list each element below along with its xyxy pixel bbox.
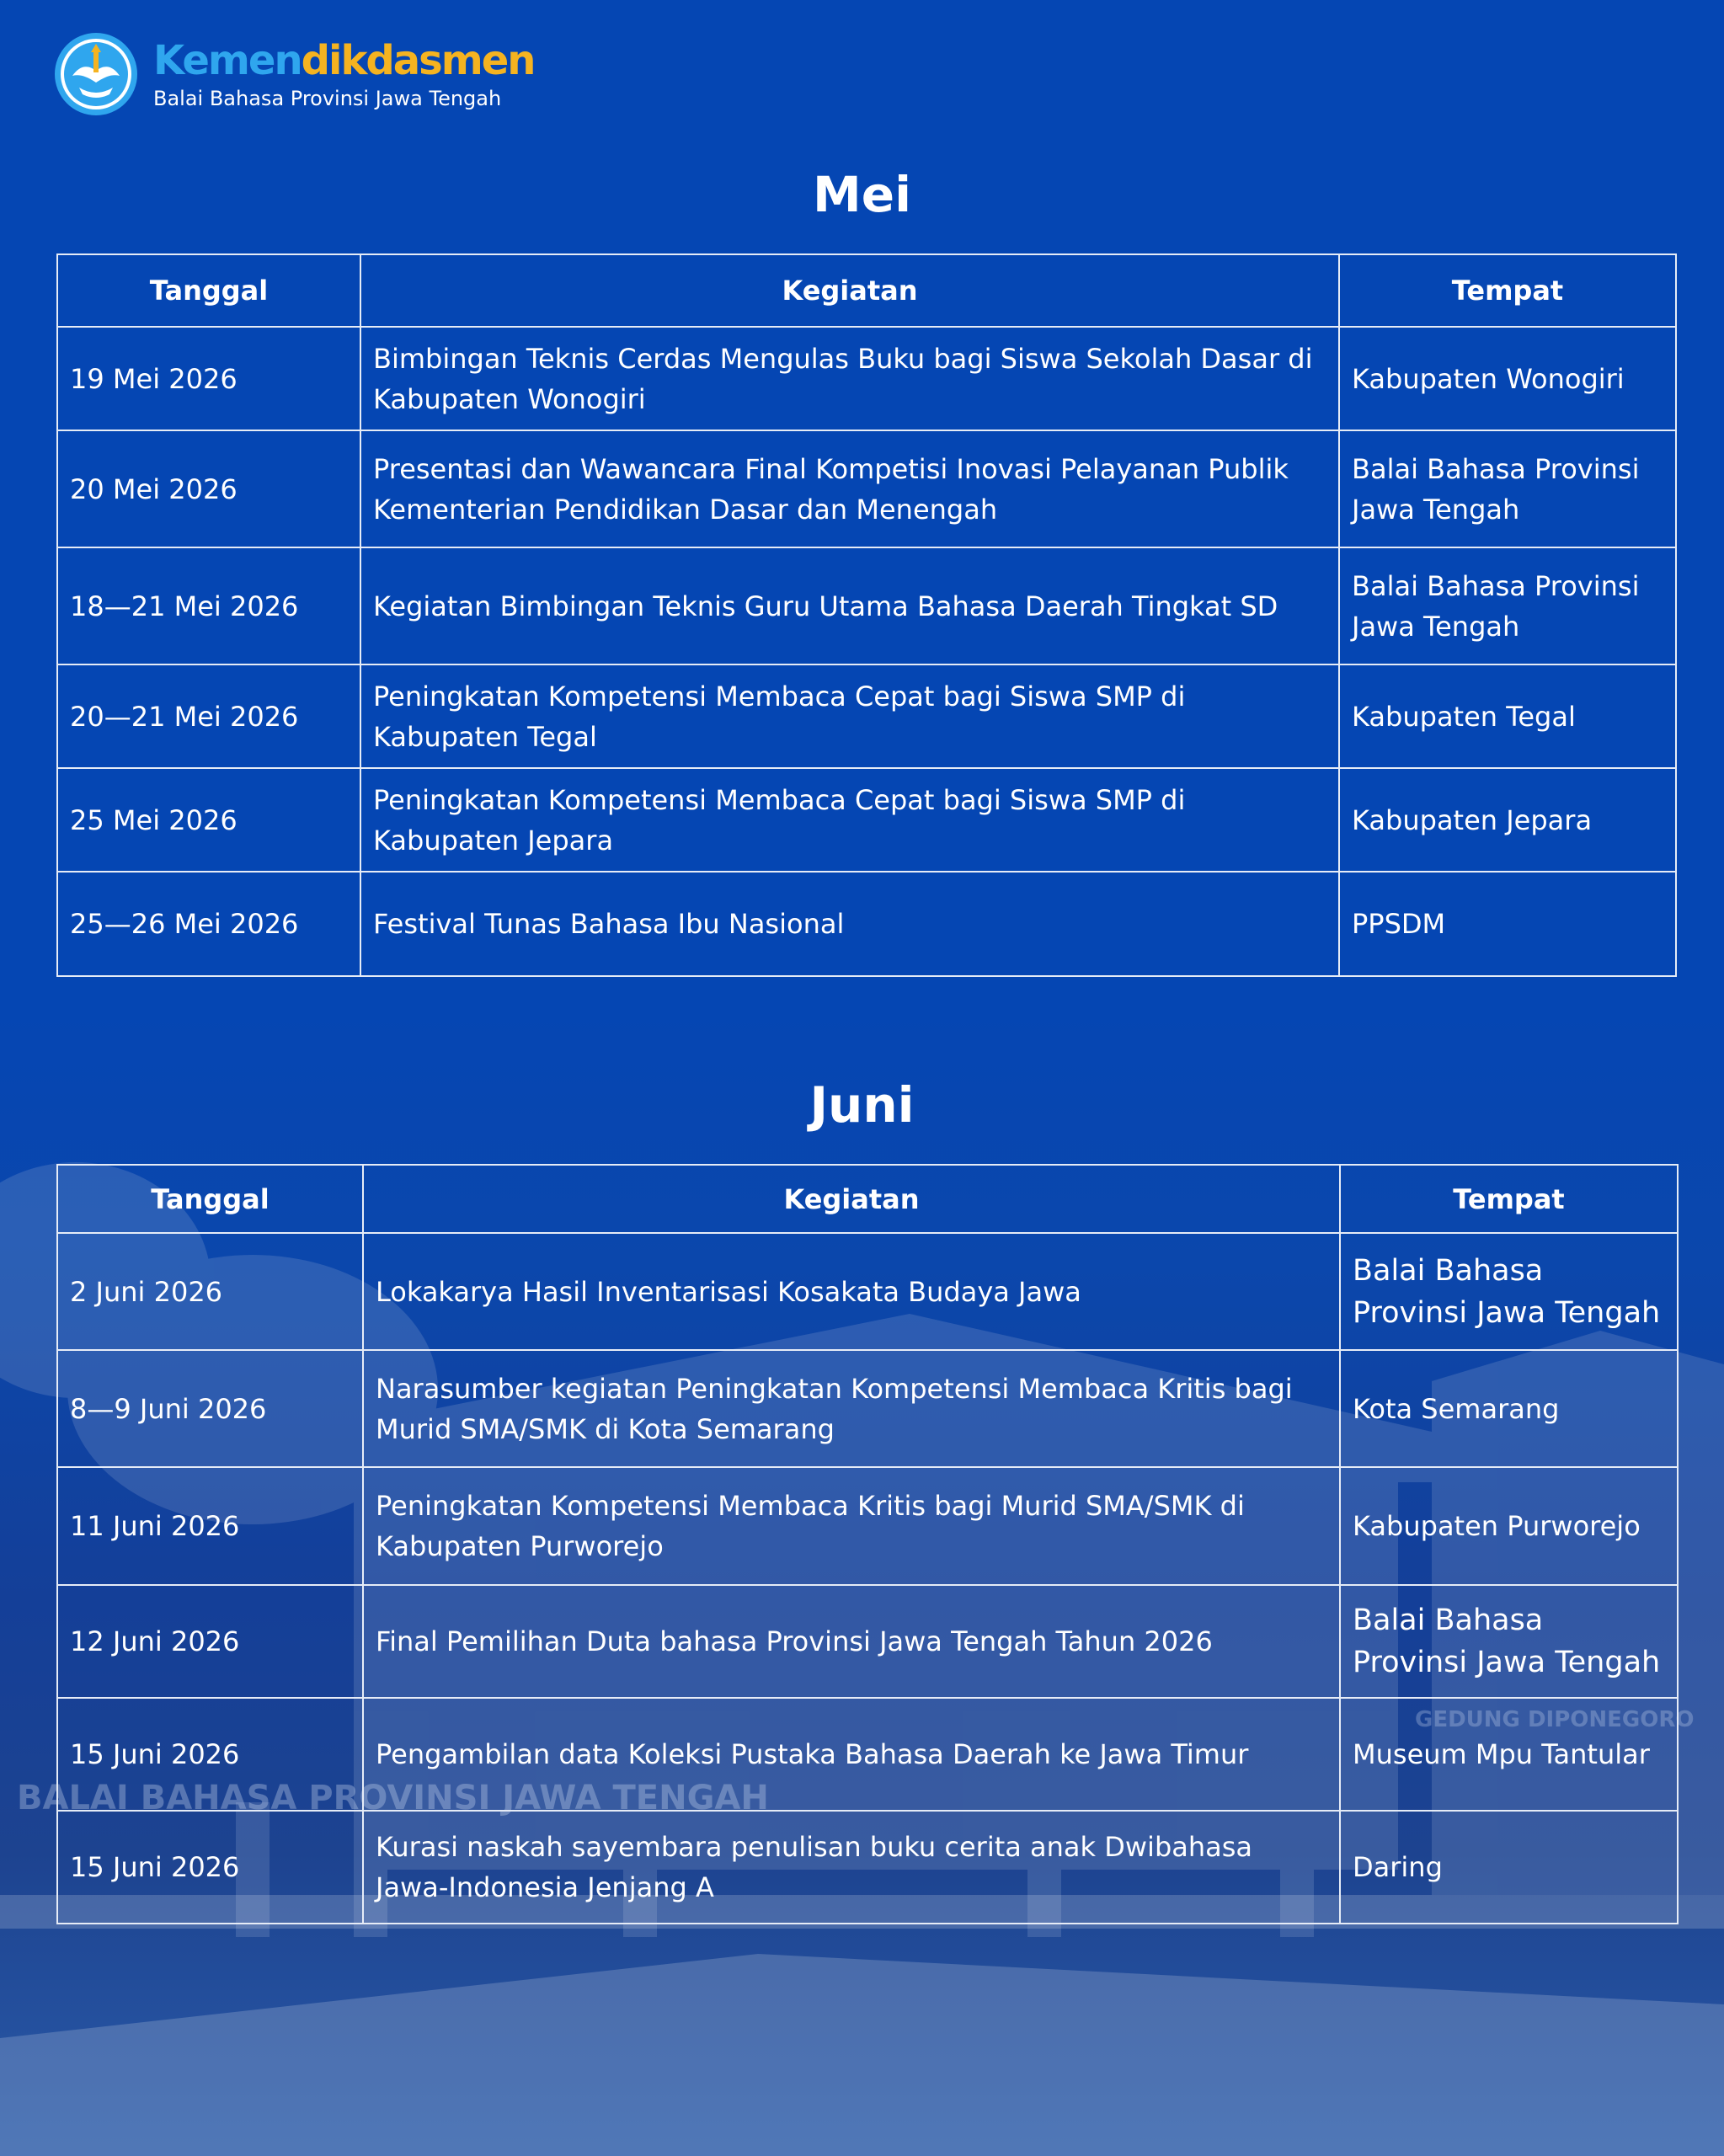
header [54, 30, 534, 118]
cell-place: Balai Bahasa Provinsi Jawa Tengah [1339, 547, 1676, 664]
cell-activity: Peningkatan Kompetensi Membaca Kritis bagi Murid SMA/SMK di Kabupaten Purworejo [363, 1467, 1340, 1585]
section-title-mei: Mei [813, 166, 911, 223]
brand-name-part1: Kemen [153, 37, 302, 84]
schedule-table-mei [56, 253, 1677, 977]
cell-place: Daring [1340, 1811, 1678, 1924]
cell-activity: Festival Tunas Bahasa Ibu Nasional [360, 872, 1339, 976]
table-header-row [57, 1165, 1678, 1233]
brand-name-part2: dikdasmen [301, 37, 535, 84]
table-row [57, 1811, 1678, 1924]
cell-place: Kabupaten Jepara [1339, 768, 1676, 872]
cell-activity: Bimbingan Teknis Cerdas Mengulas Buku bagi Siswa Sekolah Dasar di Kabupaten Wonogiri [360, 327, 1339, 430]
cell-date: 19 Mei 2026 [57, 327, 360, 430]
cell-activity: Final Pemilihan Duta bahasa Provinsi Jawa Tengah Tahun 2026 [363, 1585, 1340, 1698]
tut-wuri-handayani-emblem-icon [54, 32, 138, 116]
column-header-tempat: Tempat [1340, 1165, 1678, 1233]
table-row [57, 1585, 1678, 1698]
cell-place: Kabupaten Wonogiri [1339, 327, 1676, 430]
table-row [57, 547, 1676, 664]
table-header-row [57, 254, 1676, 327]
cell-place: Balai Bahasa Provinsi Jawa Tengah [1340, 1585, 1678, 1698]
cell-date: 12 Juni 2026 [57, 1585, 363, 1698]
column-header-tanggal: Tanggal [57, 1165, 363, 1233]
cell-place: Balai Bahasa Provinsi Jawa Tengah [1340, 1233, 1678, 1350]
schedule-table-juni [56, 1164, 1679, 1924]
cell-activity: Peningkatan Kompetensi Membaca Cepat bagi Siswa SMP di Kabupaten Jepara [360, 768, 1339, 872]
cell-date: 15 Juni 2026 [57, 1698, 363, 1811]
cell-activity: Kurasi naskah sayembara penulisan buku cerita anak Dwibahasa Jawa-Indonesia Jenjang A [363, 1811, 1340, 1924]
brand-name [153, 37, 534, 84]
table-row [57, 1698, 1678, 1811]
cell-activity: Lokakarya Hasil Inventarisasi Kosakata Budaya Jawa [363, 1233, 1340, 1350]
cell-activity: Kegiatan Bimbingan Teknis Guru Utama Bahasa Daerah Tingkat SD [360, 547, 1339, 664]
cell-date: 25 Mei 2026 [57, 768, 360, 872]
table-row [57, 768, 1676, 872]
section-title-juni: Juni [809, 1076, 915, 1134]
cell-date: 8—9 Juni 2026 [57, 1350, 363, 1467]
table-row [57, 1233, 1678, 1350]
cell-activity: Presentasi dan Wawancara Final Kompetisi Inovasi Pelayanan Publik Kementerian Pendidikan Dasar dan Menengah [360, 430, 1339, 547]
cell-date: 18—21 Mei 2026 [57, 547, 360, 664]
column-header-kegiatan: Kegiatan [363, 1165, 1340, 1233]
background-sign-text: BALAI BAHASA PROVINSI JAWA TENGAH [17, 1779, 769, 1817]
cell-activity: Pengambilan data Koleksi Pustaka Bahasa Daerah ke Jawa Timur [363, 1698, 1340, 1811]
cell-date: 20—21 Mei 2026 [57, 664, 360, 768]
cell-activity: Narasumber kegiatan Peningkatan Kompetensi Membaca Kritis bagi Murid SMA/SMK di Kota Semarang [363, 1350, 1340, 1467]
table-row [57, 1467, 1678, 1585]
table-row [57, 430, 1676, 547]
cell-place: PPSDM [1339, 872, 1676, 976]
column-header-kegiatan: Kegiatan [360, 254, 1339, 327]
table-row [57, 327, 1676, 430]
column-header-tempat: Tempat [1339, 254, 1676, 327]
column-header-tanggal: Tanggal [57, 254, 360, 327]
cell-place: Kota Semarang [1340, 1350, 1678, 1467]
cell-place: Kabupaten Purworejo [1340, 1467, 1678, 1585]
table-row [57, 1350, 1678, 1467]
brand-subtitle: Balai Bahasa Provinsi Jawa Tengah [153, 87, 502, 110]
cell-date: 2 Juni 2026 [57, 1233, 363, 1350]
cell-date: 25—26 Mei 2026 [57, 872, 360, 976]
cell-date: 11 Juni 2026 [57, 1467, 363, 1585]
background-sign-text-2: GEDUNG DIPONEGORO [1415, 1707, 1695, 1732]
table-row [57, 872, 1676, 976]
cell-activity: Peningkatan Kompetensi Membaca Cepat bagi Siswa SMP di Kabupaten Tegal [360, 664, 1339, 768]
cell-place: Balai Bahasa Provinsi Jawa Tengah [1339, 430, 1676, 547]
cell-place: Museum Mpu Tantular [1340, 1698, 1678, 1811]
table-row [57, 664, 1676, 768]
cell-date: 15 Juni 2026 [57, 1811, 363, 1924]
cell-date: 20 Mei 2026 [57, 430, 360, 547]
cell-place: Kabupaten Tegal [1339, 664, 1676, 768]
